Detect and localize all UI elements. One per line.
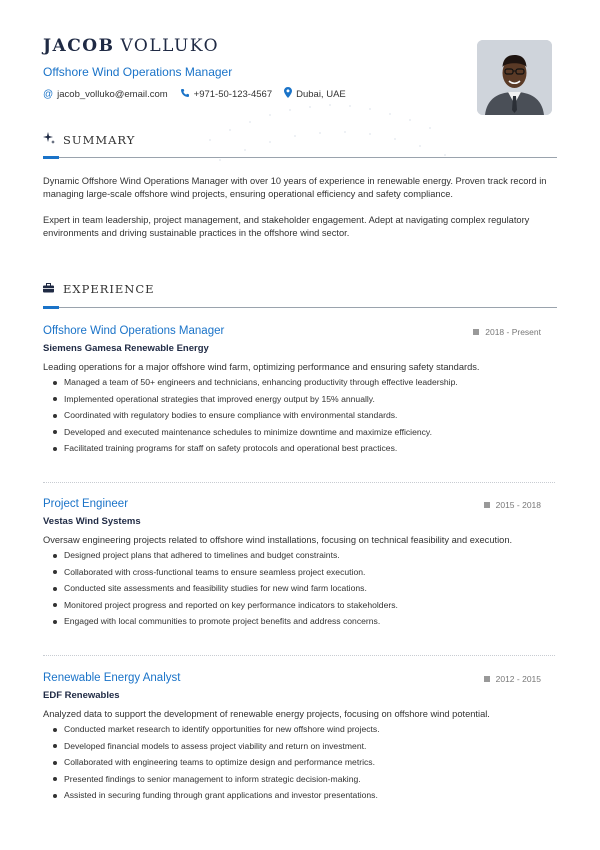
contact-phone[interactable] <box>180 88 272 101</box>
calendar-icon <box>473 329 479 335</box>
entry-separator <box>43 655 555 656</box>
job-dates <box>484 674 541 684</box>
summary-paragraph: Expert in team leadership, project management, and stakeholder engagement. Adept at navigating complex regulatory environments and driving sustainable practices in the offshore wind sector. <box>43 215 530 238</box>
resume-header <box>43 36 463 101</box>
list-item: Collaborated with cross-functional teams to ensure seamless project execution. <box>43 564 557 581</box>
list-item: Presented findings to senior management to inform strategic decision-making. <box>43 771 557 788</box>
list-item: Collaborated with engineering teams to optimize design and performance metrics. <box>43 754 557 771</box>
list-item: Monitored project progress and reported on key performance indicators to stakeholders. <box>43 597 557 614</box>
last-name: VOLLUKO <box>120 36 220 56</box>
at-icon: @ <box>43 88 54 100</box>
sparkle-icon <box>43 132 57 147</box>
calendar-icon <box>484 676 490 682</box>
location-text: Dubai, UAE <box>296 88 346 100</box>
summary-heading-text: SUMMARY <box>63 132 136 147</box>
summary-divider <box>43 157 557 158</box>
list-item: Engaged with local communities to promote project benefits and address concerns. <box>43 613 557 630</box>
company-name: Siemens Gamesa Renewable Energy <box>43 343 209 354</box>
list-item: Assisted in securing funding through grant applications and investor presentations. <box>43 787 557 804</box>
list-item: Coordinated with regulatory bodies to ensure compliance with environmental standards. <box>43 407 557 424</box>
job-dates <box>473 327 541 337</box>
job-achievements-list <box>43 547 557 630</box>
phone-icon <box>180 88 190 101</box>
divider-accent <box>43 306 59 309</box>
briefcase-icon <box>43 283 57 296</box>
experience-divider <box>43 307 557 308</box>
job-headline: Offshore Wind Operations Manager <box>43 65 233 79</box>
experience-section-heading <box>43 282 155 296</box>
job-description: Oversaw engineering projects related to offshore wind installations, focusing on technical feasibility and execution. <box>43 535 513 545</box>
list-item: Developed and executed maintenance schedules to minimize downtime and maximize efficiency. <box>43 424 557 441</box>
list-item: Designed project plans that adhered to timelines and budget constraints. <box>43 547 557 564</box>
contact-email[interactable] <box>43 89 168 100</box>
job-title: Renewable Energy Analyst <box>43 672 181 684</box>
job-description: Leading operations for a major offshore wind farm, optimizing performance and ensuring safety standards. <box>43 362 480 372</box>
job-title: Offshore Wind Operations Manager <box>43 325 225 337</box>
phone-text: +971-50-123-4567 <box>193 88 273 100</box>
job-date-text: 2012 - 2015 <box>495 674 541 684</box>
calendar-icon <box>484 502 490 508</box>
job-description: Analyzed data to support the development of renewable energy projects, focusing on offshore wind potential. <box>43 709 490 719</box>
contact-location <box>284 87 346 101</box>
profile-photo <box>477 40 552 115</box>
contact-row <box>43 87 463 101</box>
company-name: EDF Renewables <box>43 690 120 701</box>
list-item: Developed financial models to assess project viability and return on investment. <box>43 738 557 755</box>
job-dates <box>484 500 541 510</box>
candidate-name <box>43 36 463 56</box>
email-text: jacob_volluko@email.com <box>57 88 168 100</box>
experience-heading-text: EXPERIENCE <box>63 282 155 296</box>
location-pin-icon <box>284 87 292 101</box>
list-item: Implemented operational strategies that improved energy output by 15% annually. <box>43 391 557 408</box>
company-name: Vestas Wind Systems <box>43 516 141 527</box>
divider-accent <box>43 156 59 159</box>
summary-section-heading <box>43 132 135 147</box>
experience-entry <box>43 325 557 457</box>
entry-separator <box>43 482 555 483</box>
summary-paragraph: Dynamic Offshore Wind Operations Manager with over 10 years of experience in renewable energy. Proven track record in managing large-scale offshore wind projects, ensuring operational efficiency and safety compliance. <box>43 176 547 199</box>
job-date-text: 2018 - Present <box>485 327 541 337</box>
job-date-text: 2015 - 2018 <box>495 500 541 510</box>
list-item: Conducted site assessments and feasibility studies for new wind farm locations. <box>43 580 557 597</box>
job-achievements-list <box>43 721 557 804</box>
job-title: Project Engineer <box>43 498 129 510</box>
experience-entry <box>43 672 557 804</box>
experience-entry <box>43 498 557 630</box>
list-item: Conducted market research to identify opportunities for new offshore wind projects. <box>43 721 557 738</box>
job-achievements-list <box>43 374 557 457</box>
list-item: Facilitated training programs for staff on safety protocols and operational best practices. <box>43 440 557 457</box>
list-item: Managed a team of 50+ engineers and technicians, enhancing productivity through effective leadership. <box>43 374 557 391</box>
first-name: JACOB <box>43 36 115 56</box>
